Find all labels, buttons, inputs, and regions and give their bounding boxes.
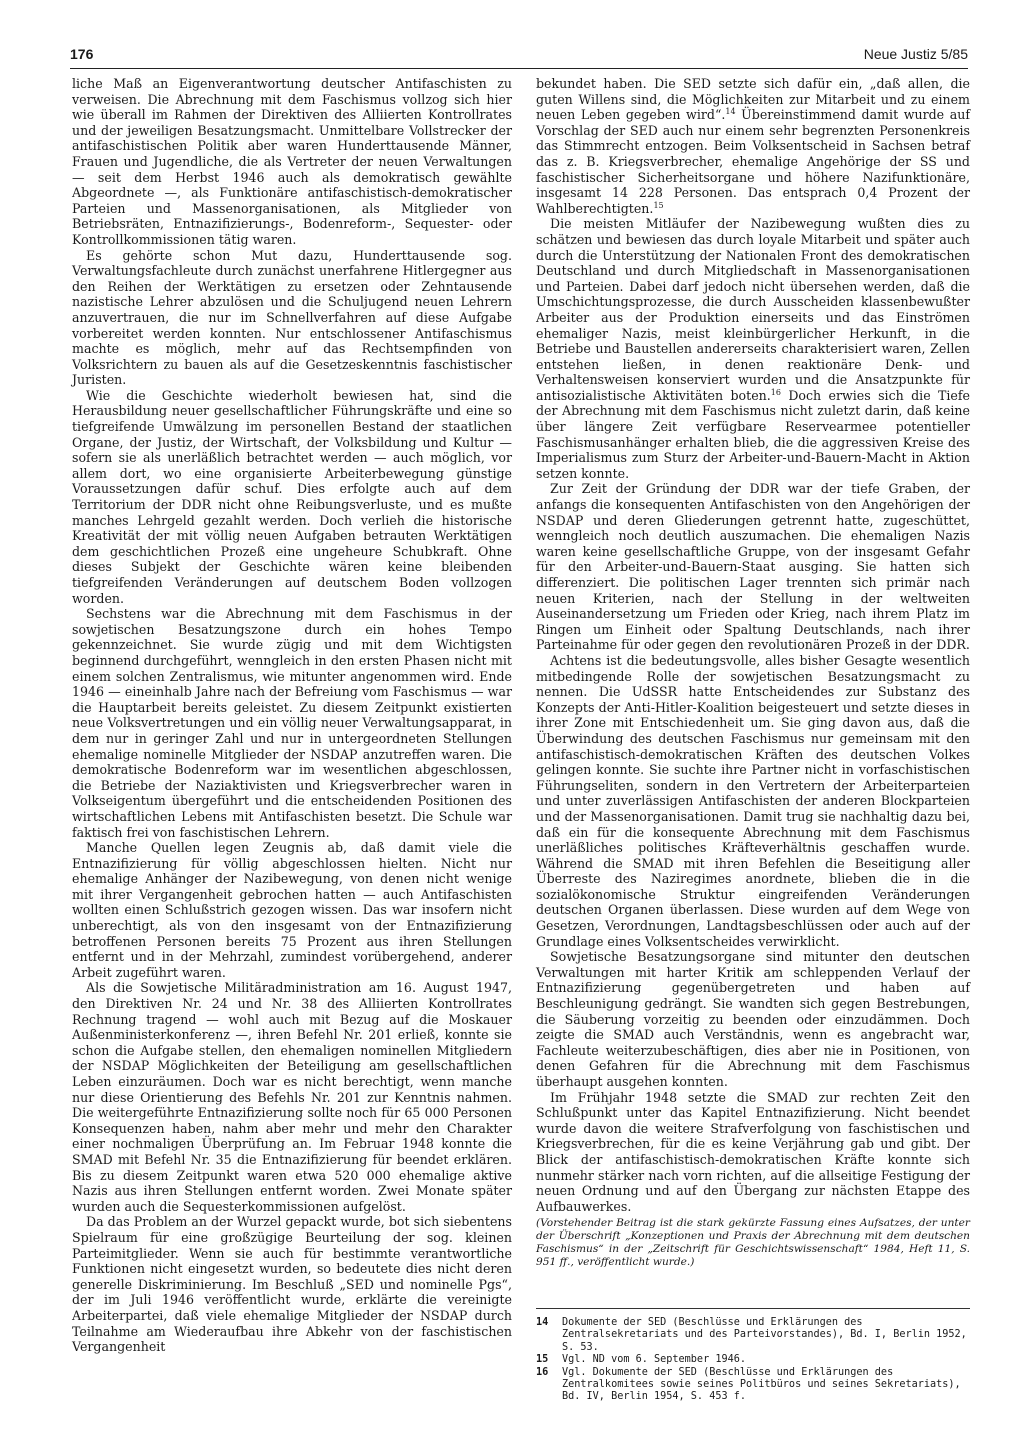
paragraph [536, 76, 970, 216]
paragraph: Achtens ist die bedeutungsvolle, alles bisher Gesagte wesentlich mitbedingende Rolle der sowjetischen Besatzungsmacht zu nennen. Die UdSSR hatte Entscheidendes zur Substanz des Konzepts der Anti-Hitler-Koalition beigesteuert und setzte dieses in ihrer Zone mit Entschiedenheit um. Sie ging davon aus, daß die Überwindung des deutschen Faschismus nur gemeinsam mit den antifaschistisch-demokratischen Kräften des deutschen Volkes gelingen konnte. Sie suchte ihre Partner nicht in vorfaschistischen Führungseliten, sondern in den Vertretern der Arbeiterparteien und unter zuverlässigen Antifaschisten der anderen Blockparteien und der Massenorganisationen. Damit trug sie nachhaltig dazu bei, daß ein für die konsequente Abrechnung mit dem Faschismus unerläßliches politisches Kräfteverhältnis geschaffen wurde. Während die SMAD mit ihren Befehlen die Beseitigung aller Überreste des Naziregimes anordnete, blieben die in die sozialökonomische Struktur eingreifenden Veränderungen deutschen Organen überlassen. Diese wurden auf dem Wege von Gesetzen, Verordnungen, Landtagsbeschlüssen oder auch auf der Grundlage eines Volksentscheides verwirklicht. [536, 652, 970, 949]
footnote-ref: 15 [653, 200, 664, 210]
footnote-text: Vgl. ND vom 6. September 1946. [562, 1354, 747, 1366]
paragraph: Sechstens war die Abrechnung mit dem Faschismus in der sowjetischen Besatzungszone durch ein hohes Tempo gekennzeichnet. Sie wurde zügig und mit dem Wichtigsten beginnend durchgeführt, wenngleich in den ersten Phasen nicht mit einem solchen Zentralismus, wie mitunter angenommen wird. Ende 1946 — eineinhalb Jahre nach der Befreiung vom Faschismus — war die Hauptarbeit bereits geleistet. Zu diesem Zeitpunkt existierten neue Volksvertretungen und ein völlig neuer Verwaltungsapparat, in dem nur in geringer Zahl und nur in untergeordneten Stellungen ehemalige nominelle Mitglieder der NSDAP anzutreffen waren. Die demokratische Bodenreform war im wesentlichen abgeschlossen, die Betriebe der Naziaktivisten und Kriegsverbrecher waren in Volkseigentum übergeführt und die entscheidenden Positionen des wirtschaftlichen Lebens mit Antifaschisten besetzt. Die Schule war faktisch frei von faschistischen Lehrern. [72, 606, 512, 840]
page-header [70, 42, 968, 69]
left-column [72, 76, 512, 1355]
paragraph: liche Maß an Eigenverantwortung deutscher Antifaschisten zu verweisen. Die Abrechnung mit dem Faschismus vollzog sich hier wie überall im Rahmen der Direktiven des Alliierten Kontrollrates und der jeweiligen Besatzungsmacht. Unmittelbare Vollstrecker der antifaschistischen Politik aber waren Hunderttausende Männer, Frauen und Jugendliche, die als Vertreter der neuen Verwaltungen — seit dem Herbst 1946 auch als demokratisch gewählte Abgeordnete —, als Funktionäre antifaschistisch-demokratischer Parteien und Massenorganisationen, als Mitglieder von Betriebsräten, Entnazifizierungs-, Bodenreform-, Sequester- oder Kontrollkommissionen tätig waren. [72, 76, 512, 247]
footnote-number: 14 [536, 1317, 549, 1328]
page-number: 176 [70, 46, 94, 62]
text-run: Die meisten Mitläufer der Nazibewegung wußten dies zu schätzen und bewiesen das durch loyale Mitarbeit und später auch durch die Unterstützung der Nationalen Front des demokratischen Deutschland und durch Mitgliedschaft in Massenorganisationen und Parteien. Dabei darf jedoch nicht übersehen werden, daß die Umschichtungsprozesse, die durch Ausscheiden klassenbewußter Arbeiter aus der Produktion einerseits und das Einströmen ehemaliger Nazis, meist kleinbürgerlicher Herkunft, in die Betriebe und Baustellen andererseits charakterisiert waren, Zellen entstehen ließen, in denen reaktionäre Denk- und Verhaltensweisen konserviert wurden und die Ansatzpunkte für antisozialistische Aktivitäten boten. [536, 216, 970, 403]
footnote-text: Dokumente der SED (Beschlüsse und Erklärungen des Zentralsekretariats und des Parteivorstandes), Bd. I, Berlin 1952, S. 53. [562, 1317, 967, 1353]
journal-title: Neue Justiz 5/85 [863, 46, 968, 62]
paragraph: Zur Zeit der Gründung der DDR war der tiefe Graben, der anfangs die konsequenten Antifaschisten von den Angehörigen der NSDAP und deren Gliederungen getrennt hatte, zugeschüttet, wenngleich noch deutlich auszumachen. Die ehemaligen Nazis waren keine gesellschaftliche Gruppe, von der insgesamt Gefahr für den Arbeiter-und-Bauern-Staat ausging. Sie hatten sich differenziert. Die politischen Lager trennten sich primär nach neuen Kriterien, nach der Stellung in der weltweiten Auseinandersetzung um Frieden oder Krieg, nach ihrem Platz im Ringen um Einheit oder Spaltung Deutschlands, nach ihrer Parteinahme für oder gegen den revolutionären Prozeß in der DDR. [536, 481, 970, 653]
footnote-number: 15 [536, 1354, 549, 1366]
paragraph: Sowjetische Besatzungsorgane sind mitunter den deutschen Verwaltungen mit harter Kritik am schleppenden Verlauf der Entnazifizierung gegenübergetreten und haben auf Beschleunigung gedrängt. Sie wandten sich gegen Bestrebungen, die Säuberung vorzeitig zu beenden oder einzudämmen. Doch zeigte die SMAD auch Verständnis, wenn es angebracht war, Fachleute weiterzubeschäftigen, dies aber nie in Positionen, von denen Gefahren für die Abrechnung mit dem Faschismus überhaupt ausgehen konnten. [536, 949, 970, 1089]
footnote-text: Vgl. Dokumente der SED (Beschlüsse und Erklärungen des Zentralkomitees sowie seines Politbüros und seines Sekretariats), Bd. IV, Berlin 1954, S. 453 f. [562, 1366, 961, 1403]
text-run: bekundet haben. Die SED setzte sich dafür ein, „daß allen, die guten Willens sind, die Möglichkeiten zur Mitarbeit und zu einem neuen Leben gegeben wird“. [536, 76, 970, 123]
paragraph: Es gehörte schon Mut dazu, Hunderttausende sog. Verwaltungsfachleute durch zunächst unerfahrene Hitlergegner aus den Reihen der Werktätigen zu ersetzen oder Zehntausende nazistische Lehrer abzulösen und die Schuljugend neuen Lehrern anzuvertrauen, die nur im Schnellverfahren auf diese Aufgabe vorbereitet werden konnten. Nur entschlossener Antifaschismus machte es möglich, mehr auf das Rechtsempfinden von Volksrichtern zu bauen als auf die Gesetzeskenntnis faschistischer Juristen. [72, 247, 512, 388]
footnote [536, 1354, 970, 1366]
footnote-ref: 16 [770, 387, 781, 397]
footnote [536, 1367, 970, 1404]
paragraph: Im Frühjahr 1948 setzte die SMAD zur rechten Zeit den Schlußpunkt unter das Kapitel Entnazifizierung. Nicht beendet wurde davon die weitere Strafverfolgung von faschistischen und Kriegsverbrechen, für die es keine Verjährung gab und gibt. Der Blick der antifaschistisch-demokratischen Kräfte konnte sich nunmehr stärker nach vorn richten, auf die allseitige Festigung der neuen Ordnung und auf den Übergang zur nächsten Etappe des Aufbauwerkes. [536, 1089, 970, 1214]
text-run: Übereinstimmend damit wurde auf Vorschlag der SED auch nur einem sehr begrenzten Personenkreis das Stimmrecht entzogen. Beim Volksentscheid in Sachsen betraf das z. B. Kriegsverbrecher, ehemalige Angehörige der SS und faschistischer Sicherheitsorgane und höhere Nazifunktionäre, insgesamt 14 228 Personen. Das entsprach 0,4 Prozent der Wahlberechtigten. [536, 107, 970, 216]
paragraph [536, 216, 970, 481]
right-column [536, 76, 970, 1269]
paragraph: Manche Quellen legen Zeugnis ab, daß damit viele die Entnazifizierung für völlig abgeschlossen hielten. Nicht nur ehemalige Anhänger der Nazibewegung, von denen nicht wenige mit ihrer Vergangenheit gebrochen hatten — auch Antifaschisten wollten einen Schlußstrich gezogen wissen. Das war insofern nicht unberechtigt, als von den insgesamt von der Entnazifizierung betroffenen Personen bereits 75 Prozent aus ihren Stellungen entfernt und in der Mehrzahl, zumindest vorübergehend, anderer Arbeit zugeführt waren. [72, 840, 512, 980]
footnote [536, 1317, 970, 1354]
footnote-ref: 14 [725, 107, 736, 116]
footnote-number: 16 [536, 1366, 549, 1378]
paragraph: Da das Problem an der Wurzel gepackt wurde, bot sich siebentens Spielraum für eine großzügige Beurteilung der sog. kleinen Parteimitglieder. Wenn sie auch für bestimmte verantwortliche Funktionen nicht eingesetzt wurden, so bedeutete dies nicht deren generelle Diskriminierung. Im Beschluß „SED und nominelle Pgs“, der im Juli 1946 veröffentlicht wurde, erklärte die vereinigte Arbeiterpartei, daß viele ehemalige Mitglieder der NSDAP durch Teilnahme am Wiederaufbau ihre Abkehr von der faschistischen Vergangenheit [72, 1214, 512, 1355]
paragraph: Als die Sowjetische Militäradministration am 16. August 1947, den Direktiven Nr. 24 und Nr. 38 des Alliierten Kontrollrates Rechnung tragend — wohl auch mit Bezug auf die Moskauer Außenministerkonferenz —, ihren Befehl Nr. 201 erließ, konnte sie schon die Aufgabe stellen, den ehemaligen nominellen Mitgliedern der NSDAP Möglichkeiten der Beteiligung am gesellschaftlichen Leben einzuräumen. Doch war es nicht berechtigt, wenn manche nur diese Orientierung des Befehls Nr. 201 zur Kenntnis nahmen. Die weitergeführte Entnazifizierung sollte noch für 65 000 Personen Konsequenzen haben, nahm aber mehr und mehr den Charakter einer nochmaligen Überprüfung an. Im Februar 1948 konnte die SMAD mit Befehl Nr. 35 die Entnazifizierung für beendet erklären. Bis zu diesem Zeitpunkt waren etwa 520 000 ehemalige aktive Nazis aus ihren Stellungen entfernt worden. Zwei Monate später wurden auch die Sequesterkommissionen aufgelöst. [72, 980, 512, 1214]
editorial-note: (Vorstehender Beitrag ist die stark gekürzte Fassung eines Aufsatzes, der unter der Überschrift „Konzeptionen und Praxis der Abrechnung mit dem deutschen Faschismus“ in der „Zeitschrift für Geschichtswissenschaft“ 1984, Heft 11, S. 951 ff., veröffentlicht wurde.) [536, 1217, 970, 1269]
text-run: Doch erwies sich die Tiefe der Abrechnung mit dem Faschismus nicht zuletzt darin, daß keine über längere Zeit verfügbare Reservearmee potentieller Faschismusanhänger erhalten blieb, die die aggressiven Kreise des Imperialismus zum Sturz der Arbeiter-und-Bauern-Macht in Aktion setzen konnte. [536, 387, 970, 481]
paragraph: Wie die Geschichte wiederholt bewiesen hat, sind die Herausbildung neuer gesellschaftlicher Führungskräfte und eine so tiefgreifende Umwälzung im personellen Bestand der staatlichen Organe, der Justiz, der Wirtschaft, der Volksbildung und Kultur — sofern sie als unerläßlich betrachtet werden — auch möglich, vor allem dort, wo eine organisierte Arbeiterbewegung günstige Voraussetzungen dafür schuf. Dies erfolgte auch auf dem Territorium der DDR nicht ohne Reibungsverluste, und es mußte manches Lehrgeld gezahlt werden. Doch verlieh die historische Kreativität der mit völlig neuen Aufgaben betrauten Werktätigen dem geschichtlichen Prozeß eine ungeheure Schubkraft. Ohne dieses Subjekt der Geschichte wären keine bleibenden tiefgreifenden Veränderungen auf deutschem Boden vollzogen worden. [72, 387, 512, 606]
footnotes [536, 1308, 970, 1404]
